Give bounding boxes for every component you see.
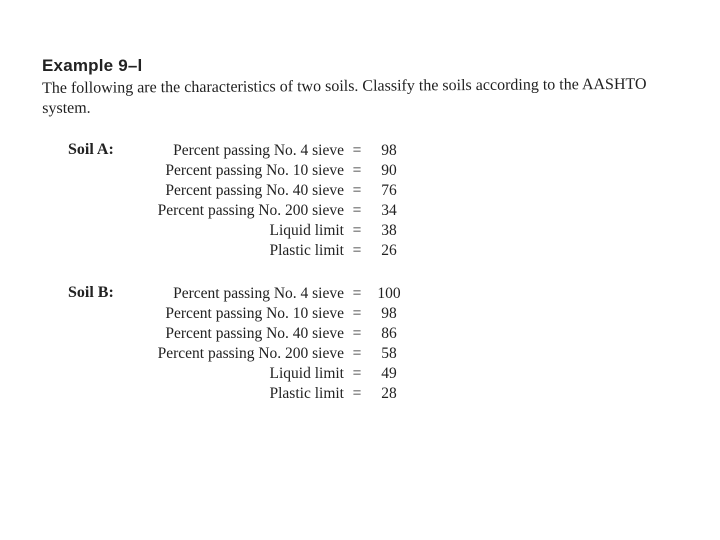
property-label: Plastic limit <box>269 242 344 259</box>
equals-sign: = <box>352 202 362 219</box>
property-row <box>120 181 420 201</box>
property-row <box>120 384 420 404</box>
property-label: Liquid limit <box>269 365 344 382</box>
soil-a-label: Soil A: <box>68 141 114 158</box>
property-value: 100 <box>377 285 401 302</box>
property-value: 90 <box>381 162 397 179</box>
property-label: Percent passing No. 200 sieve <box>157 202 344 219</box>
property-label: Plastic limit <box>269 385 344 402</box>
property-value: 76 <box>381 182 397 199</box>
equals-sign: = <box>352 325 362 342</box>
property-row <box>120 344 420 364</box>
soil-a-properties <box>120 141 420 261</box>
property-label: Percent passing No. 4 sieve <box>173 285 344 302</box>
property-row <box>120 284 420 304</box>
soil-b-label: Soil B: <box>68 284 114 301</box>
equals-sign: = <box>352 305 362 322</box>
equals-sign: = <box>352 142 362 159</box>
example-title: Example 9–l <box>42 56 143 75</box>
property-row <box>120 304 420 324</box>
equals-sign: = <box>352 182 362 199</box>
problem-statement: The following are the characteristics of two soils. Classify the soils according to the AASHTO system. <box>42 75 647 117</box>
property-value: 34 <box>381 202 397 219</box>
property-label: Percent passing No. 4 sieve <box>173 142 344 159</box>
property-row <box>120 161 420 181</box>
property-label: Percent passing No. 10 sieve <box>165 305 344 322</box>
property-label: Percent passing No. 40 sieve <box>165 325 344 342</box>
property-value: 86 <box>381 325 397 342</box>
equals-sign: = <box>352 162 362 179</box>
property-row <box>120 141 420 161</box>
equals-sign: = <box>352 345 362 362</box>
property-value: 58 <box>381 345 397 362</box>
property-value: 38 <box>381 222 397 239</box>
property-row <box>120 201 420 221</box>
equals-sign: = <box>352 285 362 302</box>
soil-b-properties <box>120 284 420 404</box>
property-label: Percent passing No. 10 sieve <box>165 162 344 179</box>
equals-sign: = <box>352 222 362 239</box>
property-value: 28 <box>381 385 397 402</box>
property-row <box>120 241 420 261</box>
property-row <box>120 324 420 344</box>
equals-sign: = <box>352 385 362 402</box>
property-value: 26 <box>381 242 397 259</box>
property-value: 98 <box>381 142 397 159</box>
property-row <box>120 221 420 241</box>
property-value: 98 <box>381 305 397 322</box>
equals-sign: = <box>352 365 362 382</box>
property-label: Percent passing No. 200 sieve <box>157 345 344 362</box>
property-row <box>120 364 420 384</box>
property-value: 49 <box>381 365 397 382</box>
equals-sign: = <box>352 242 362 259</box>
property-label: Percent passing No. 40 sieve <box>165 182 344 199</box>
property-label: Liquid limit <box>269 222 344 239</box>
